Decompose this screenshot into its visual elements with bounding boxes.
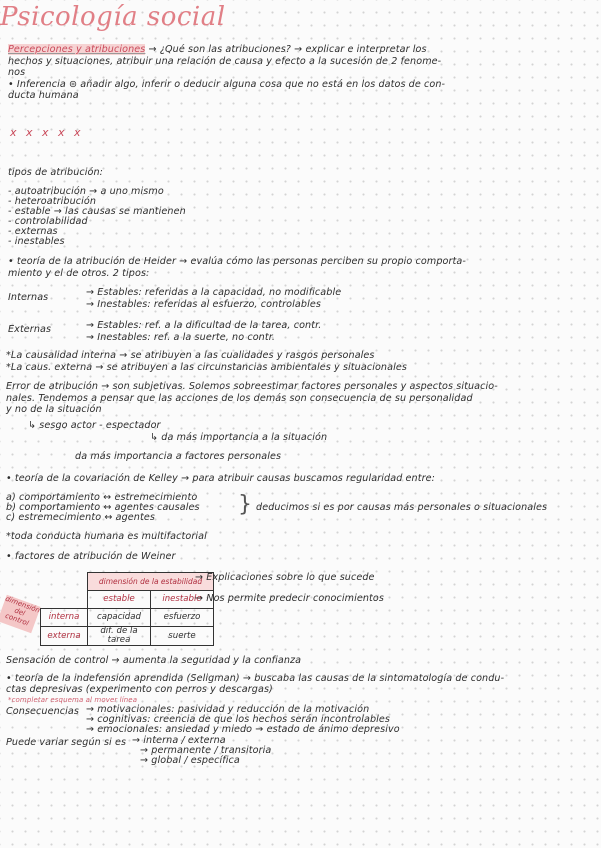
consec-item: → cognitivas: creencia de que los hechos serán incontrolables: [86, 714, 391, 725]
tipos-item: - controlabilidad: [8, 216, 88, 227]
internas-estables: → Estables: referidas a la capacidad, no modificable: [86, 287, 342, 298]
col-inestable: inestable: [151, 591, 214, 609]
cell-capacidad: capacidad: [88, 609, 151, 627]
indef-line2: ctas depresivas (experimento con perros y descargas): [6, 684, 273, 695]
control-line1: Sensación de control → aumenta la seguridad y la confianza: [6, 655, 302, 666]
error-line2: nales. Tendemos a pensar que las acciones de los demás son consecuencia de su personalidad: [6, 393, 473, 404]
error-line3: y no de la situación: [6, 404, 102, 415]
section1-line4: • Inferencia ⊜ añadir algo, inferir o deducir alguna cosa que no está en los datos de con-: [8, 79, 446, 90]
heider-line2: miento y el de otros. 2 tipos:: [8, 268, 150, 279]
sesgo-label: ↳ sesgo actor - espectador: [28, 420, 161, 431]
tipos-item: - estable → las causas se mantienen: [8, 206, 186, 217]
consec-label: Consecuencias: [6, 706, 80, 717]
heider-note1: *La causalidad interna → se atribuyen a las cualidades y rasgos personales: [6, 350, 375, 361]
kelley-line1: • teoría de la covariación de Kelley → para atribuir causas buscamos regularidad entre:: [6, 473, 435, 484]
section1-line5: ducta humana: [8, 90, 79, 101]
kelley-item: c) estremecimiento ↔ agentes: [6, 512, 155, 523]
row-externa: externa: [41, 627, 88, 646]
divider: x x x x x: [10, 126, 84, 139]
internas-label: Internas: [8, 292, 49, 303]
externas-estables: → Estables: ref. a la dificultad de la tarea, contr.: [86, 320, 322, 331]
varia-label: Puede variar según si es: [6, 737, 127, 748]
sesgo-b: da más importancia a factores personales: [75, 451, 282, 462]
error-line1: Error de atribución → son subjetivas. Solemos sobreestimar factores personales y aspectos situacio-: [6, 381, 498, 392]
cell-esfuerzo: esfuerzo: [151, 609, 214, 627]
section1-heading: Percepciones y atribuciones: [8, 44, 146, 55]
kelley-item: b) comportamiento ↔ agentes causales: [6, 502, 200, 513]
heider-note2: *La caus. externa → se atribuyen a las circunstancias ambientales y situacionales: [6, 362, 407, 373]
externas-inestables: → Inestables: ref. a la suerte, no contr.: [86, 332, 276, 343]
varia-item: → interna / externa: [132, 735, 226, 746]
indef-line1: • teoría de la indefensión aprendida (Seligman) → buscaba las causas de la sintomatología de condu-: [6, 673, 505, 684]
section1-line3: nos: [8, 67, 26, 78]
heider-line1: • teoría de la atribución de Heider → evalúa cómo las personas perciben su propio comporta-: [8, 256, 466, 267]
section1-line2: hechos y situaciones, atribuir una relación de causa y efecto a la sucesión de 2 fenome-: [8, 56, 442, 67]
section1-line1: [8, 44, 427, 55]
tipos-item: - inestables: [8, 236, 65, 247]
section1-line1-rest: → ¿Qué son las atribuciones? → explicar e interpretar los: [148, 44, 427, 55]
row-interna: interna: [41, 609, 88, 627]
kelley-deduction: deducimos si es por causas más personales o situacionales: [256, 502, 548, 513]
tipos-heading: tipos de atribución:: [8, 167, 104, 178]
table-header-top: dimensión de la estabilidad: [88, 573, 214, 591]
weiner-table: [40, 572, 214, 646]
weiner-heading: • factores de atribución de Weiner: [6, 551, 176, 562]
tipos-item: - heteroatribución: [8, 196, 97, 207]
brace: }: [238, 492, 253, 517]
cell-suerte: suerte: [151, 627, 214, 646]
weiner-arrow1: → Explicaciones sobre lo que sucede: [195, 572, 375, 583]
cell-dificultad: dif. de la tarea: [88, 627, 151, 646]
externas-label: Externas: [8, 324, 52, 335]
kelley-item: a) comportamiento ↔ estremecimiento: [6, 492, 198, 503]
tipos-item: - externas: [8, 226, 58, 237]
page-title: Psicología social: [0, 2, 226, 32]
internas-inestables: → Inestables: referidas al esfuerzo, controlables: [86, 299, 321, 310]
col-estable: estable: [88, 591, 151, 609]
tipos-item: - autoatribución → a uno mismo: [8, 186, 164, 197]
kelley-note: *toda conducta humana es multifactorial: [6, 531, 207, 542]
weiner-arrow2: → Nos permite predecir conocimientos: [195, 593, 384, 604]
indef-note: *completar esquema al mover línea: [8, 696, 138, 704]
varia-item: → global / específica: [140, 755, 240, 766]
sesgo-a: ↳ da más importancia a la situación: [150, 432, 328, 443]
varia-item: → permanente / transitoria: [140, 745, 272, 756]
weiner-tag: dimensión del control: [0, 595, 41, 634]
consec-item: → emocionales: ansiedad y miedo → estado de ánimo depresivo: [86, 724, 400, 735]
consec-item: → motivacionales: pasividad y reducción de la motivación: [86, 704, 370, 715]
